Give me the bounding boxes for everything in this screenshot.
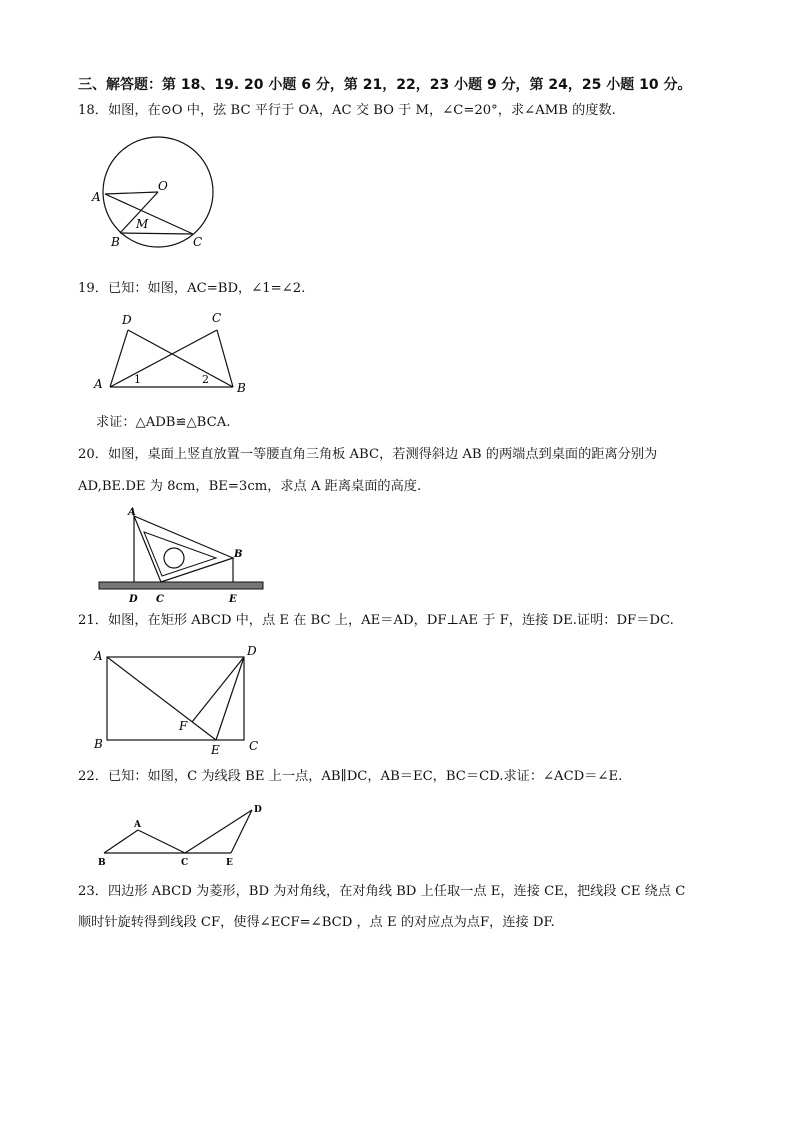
question-23-text-line2: 顺时针旋转得到线段 CF，使得∠ECF=∠BCD ，点 E 的对应点为点F，连接 DF. bbox=[78, 915, 555, 930]
label-c: C bbox=[156, 594, 164, 605]
segment-ac bbox=[110, 330, 217, 387]
figure-22-triangles bbox=[94, 800, 269, 870]
triangle-abc bbox=[134, 516, 233, 582]
segment-cb bbox=[217, 330, 233, 387]
segment-db bbox=[128, 330, 233, 387]
question-22-text: 22．已知：如图，C 为线段 BE 上一点，AB∥DC，AB＝EC，BC＝CD.求证：∠ACD＝∠E. bbox=[78, 769, 623, 784]
figure-19-triangles bbox=[90, 310, 255, 395]
label-d: D bbox=[129, 594, 138, 605]
label-d: D bbox=[247, 644, 257, 658]
label-a: A bbox=[134, 820, 141, 830]
label-a: A bbox=[94, 377, 103, 391]
rectangle-abcd bbox=[107, 657, 244, 740]
section-heading: 三、解答题：第 18、19. 20 小题 6 分，第 21，22，23 小题 9 分，第 24，25 小题 10 分。 bbox=[78, 77, 692, 93]
figure-18-circle bbox=[90, 136, 220, 251]
label-d: D bbox=[254, 805, 262, 815]
label-a: A bbox=[94, 649, 103, 663]
question-18-text: 18．如图，在⊙O 中，弦 BC 平行于 OA，AC 交 BO 于 M，∠C=20°，求∠AMB 的度数. bbox=[78, 103, 616, 118]
chord-bc bbox=[120, 233, 193, 234]
segment-ab bbox=[104, 830, 138, 853]
figure-21-rectangle bbox=[90, 642, 265, 758]
label-m: M bbox=[136, 217, 149, 231]
label-c: C bbox=[193, 235, 203, 249]
segment-df bbox=[192, 657, 244, 722]
label-b: B bbox=[98, 858, 106, 868]
question-19-text: 19．已知：如图，AC=BD，∠1=∠2. bbox=[78, 281, 306, 296]
label-b: B bbox=[94, 737, 103, 751]
label-f: F bbox=[179, 719, 188, 733]
label-a: A bbox=[128, 507, 136, 518]
label-c: C bbox=[181, 858, 189, 868]
figure-20-set-square bbox=[96, 504, 268, 605]
segment-de bbox=[216, 657, 244, 740]
question-20-text-line1: 20．如图，桌面上竖直放置一等腰直角三角板 ABC，若测得斜边 AB 的两端点到桌面的距离分别为 bbox=[78, 447, 658, 462]
label-b: B bbox=[234, 549, 243, 560]
triangle-hole bbox=[164, 548, 184, 568]
label-c: C bbox=[212, 311, 222, 325]
label-o: O bbox=[158, 179, 168, 193]
label-b: B bbox=[237, 381, 246, 395]
segment-ac bbox=[105, 194, 193, 234]
label-b: B bbox=[111, 235, 120, 249]
table-surface bbox=[99, 582, 263, 589]
label-d: D bbox=[122, 313, 132, 327]
question-20-text-line2: AD,BE.DE 为 8cm，BE=3cm，求点 A 距离桌面的高度. bbox=[78, 479, 422, 494]
label-angle-2: 2 bbox=[202, 373, 209, 386]
segment-oa bbox=[105, 192, 158, 194]
question-19-prove: 求证：△ADB≌△BCA. bbox=[96, 415, 231, 430]
triangle-inner-edge bbox=[144, 532, 216, 576]
segment-ac bbox=[138, 830, 185, 853]
question-21-text: 21．如图，在矩形 ABCD 中，点 E 在 BC 上，AE＝AD，DF⊥AE 于 F，连接 DE.证明：DF＝DC. bbox=[78, 613, 674, 628]
label-e: E bbox=[211, 743, 220, 757]
segment-ae bbox=[107, 657, 216, 740]
label-angle-1: 1 bbox=[134, 373, 141, 386]
label-a: A bbox=[92, 190, 101, 204]
label-e: E bbox=[226, 858, 233, 868]
question-23-text-line1: 23．四边形 ABCD 为菱形，BD 为对角线，在对角线 BD 上任取一点 E，连接 CE，把线段 CE 绕点 C bbox=[78, 884, 686, 899]
label-c: C bbox=[249, 739, 259, 753]
label-e: E bbox=[229, 594, 237, 605]
